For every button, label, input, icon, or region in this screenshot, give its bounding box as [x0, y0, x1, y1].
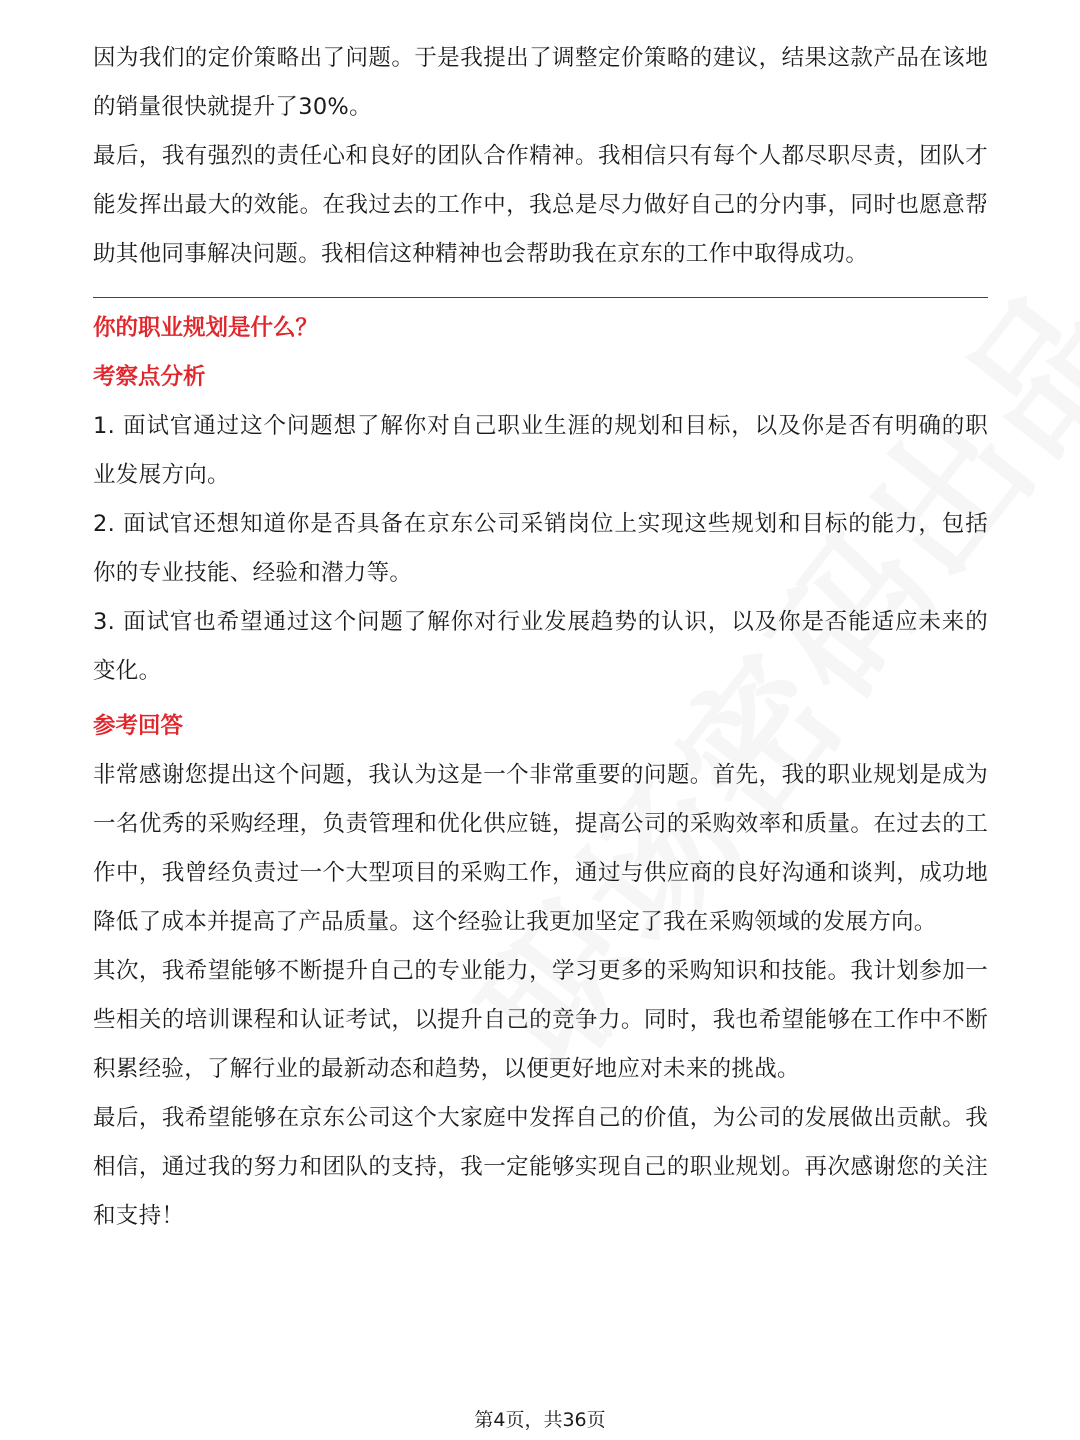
- answer-paragraph-3: 最后，我希望能够在京东公司这个大家庭中发挥自己的价值，为公司的发展做出贡献。我相信，通过我的努力和团队的支持，我一定能够实现自己的职业规划。再次感谢您的关注和支持！: [93, 1105, 988, 1229]
- intro-paragraph-1: 因为我们的定价策略出了问题。于是我提出了调整定价策略的建议，结果这款产品在该地的销量很快就提升了30%。: [93, 45, 988, 120]
- answer-heading: 参考回答: [93, 713, 184, 739]
- analysis-item-1: 1. 面试官通过这个问题想了解你对自己职业生涯的规划和目标，以及你是否有明确的职业发展方向。: [93, 413, 988, 488]
- answer-paragraph-2: 其次，我希望能够不断提升自己的专业能力，学习更多的采购知识和技能。我计划参加一些相关的培训课程和认证考试，以提升自己的竞争力。同时，我也希望能够在工作中不断积累经验，了解行业的最新动态和趋势，以便更好地应对未来的挑战。: [93, 958, 988, 1082]
- analysis-item-2: 2. 面试官还想知道你是否具备在京东公司采销岗位上实现这些规划和目标的能力，包括你的专业技能、经验和潜力等。: [93, 511, 988, 586]
- intro-paragraph-2: 最后，我有强烈的责任心和良好的团队合作精神。我相信只有每个人都尽职尽责，团队才能发挥出最大的效能。在我过去的工作中，我总是尽力做好自己的分内事，同时也愿意帮助其他同事解决问题。我相信这种精神也会帮助我在京东的工作中取得成功。: [93, 143, 988, 267]
- document-page: [93, 34, 988, 1241]
- page-number-footer: 第4页，共36页: [474, 1409, 606, 1431]
- question-title: 你的职业规划是什么？: [93, 315, 319, 341]
- answer-paragraph-1: 非常感谢您提出这个问题，我认为这是一个非常重要的问题。首先，我的职业规划是成为一名优秀的采购经理，负责管理和优化供应链，提高公司的采购效率和质量。在过去的工作中，我曾经负责过一个大型项目的采购工作，通过与供应商的良好沟通和谈判，成功地降低了成本并提高了产品质量。这个经验让我更加坚定了我在采购领域的发展方向。: [93, 762, 988, 935]
- analysis-heading: 考察点分析: [93, 364, 206, 390]
- section-divider: [93, 297, 988, 298]
- analysis-item-3: 3. 面试官也希望通过这个问题了解你对行业发展趋势的认识，以及你是否能适应未来的变化。: [93, 609, 988, 684]
